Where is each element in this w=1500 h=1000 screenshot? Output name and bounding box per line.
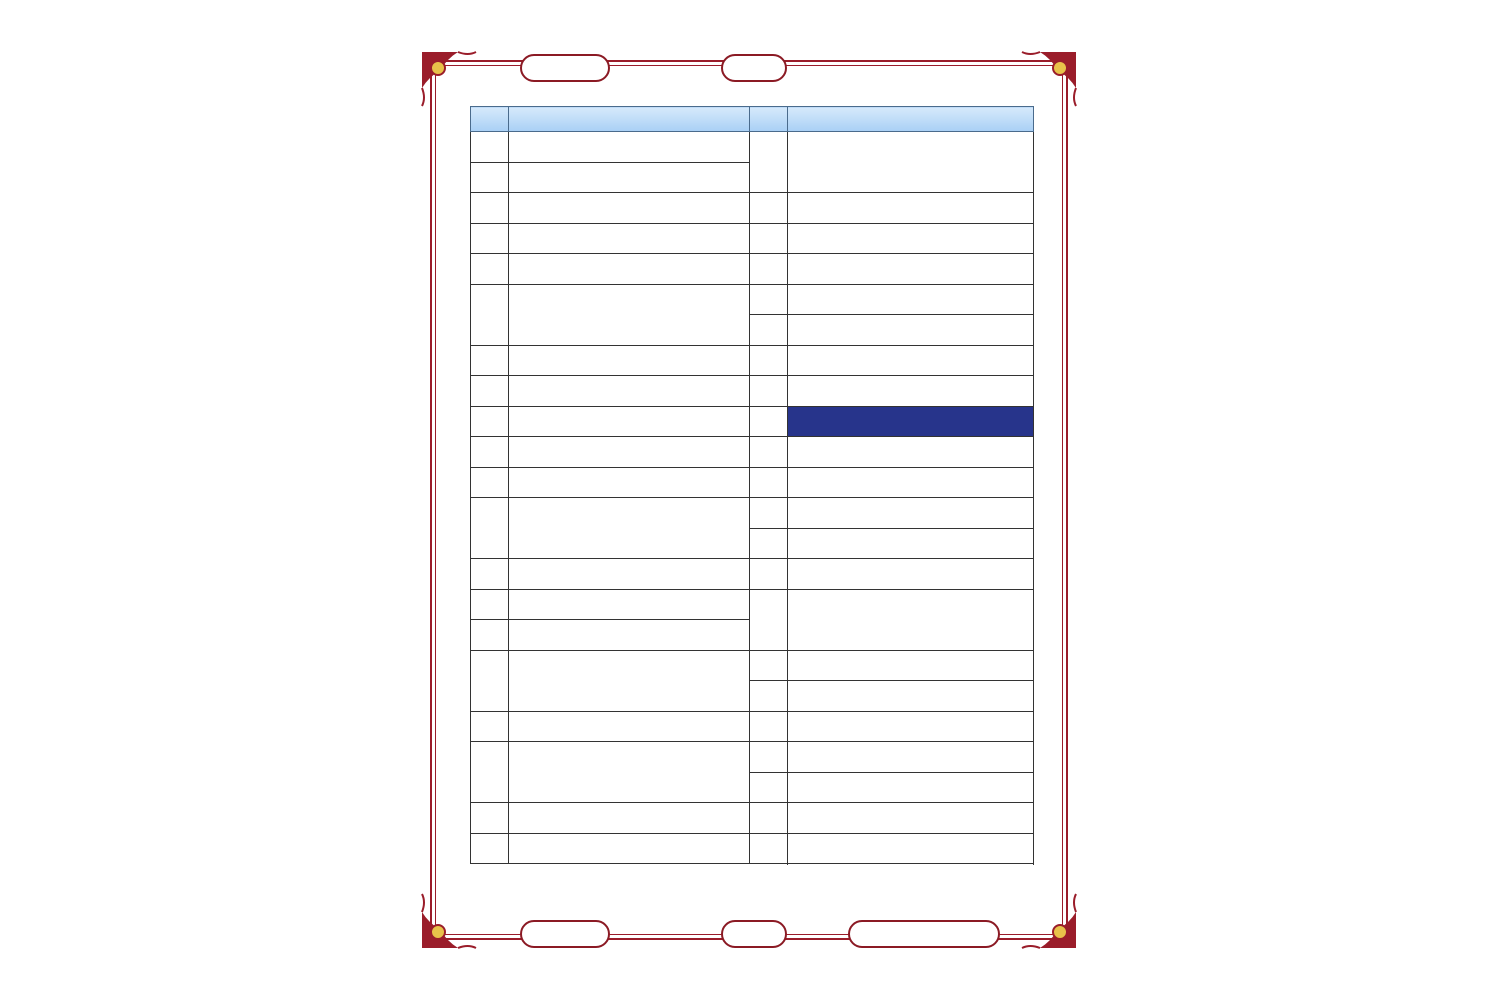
right-topic — [788, 376, 1034, 407]
left-page-number — [471, 742, 509, 803]
left-page-number — [471, 833, 509, 864]
toc-page — [418, 48, 1080, 952]
table-row — [471, 254, 1034, 285]
corner-ornament-icon — [1018, 48, 1080, 110]
left-page-number — [471, 559, 509, 590]
left-page-number — [471, 467, 509, 498]
left-page-number — [471, 406, 509, 437]
right-page-number — [750, 803, 788, 834]
left-page-number — [471, 162, 509, 193]
surah-heading — [788, 406, 1034, 437]
right-page-number — [750, 589, 788, 650]
right-page-number — [750, 467, 788, 498]
left-page-number — [471, 589, 509, 620]
page-number-top — [721, 54, 787, 82]
col-header-topic-left — [508, 107, 750, 132]
left-page-number — [471, 345, 509, 376]
table-row — [471, 498, 1034, 529]
left-page-number — [471, 620, 509, 651]
left-topic — [508, 254, 750, 285]
right-topic — [788, 437, 1034, 468]
left-topic — [508, 742, 750, 803]
left-page-number — [471, 803, 509, 834]
left-topic — [508, 589, 750, 620]
left-topic — [508, 406, 750, 437]
left-topic — [508, 467, 750, 498]
right-page-number — [750, 498, 788, 529]
left-topic — [508, 345, 750, 376]
right-page-number — [750, 254, 788, 285]
left-topic — [508, 223, 750, 254]
right-page-number — [750, 833, 788, 864]
right-page-number — [750, 681, 788, 712]
right-page-number — [750, 284, 788, 315]
left-page-number — [471, 376, 509, 407]
table-row — [471, 223, 1034, 254]
left-topic — [508, 559, 750, 590]
right-page-number — [750, 437, 788, 468]
table-row — [471, 711, 1034, 742]
right-page-number — [750, 711, 788, 742]
right-topic — [788, 589, 1034, 650]
book-title — [848, 920, 1000, 948]
volume-label — [520, 920, 610, 948]
left-page-number — [471, 284, 509, 345]
right-topic — [788, 803, 1034, 834]
right-page-number — [750, 223, 788, 254]
left-topic — [508, 162, 750, 193]
table-row — [471, 376, 1034, 407]
table-row — [471, 345, 1034, 376]
left-topic — [508, 376, 750, 407]
table-row — [471, 193, 1034, 224]
right-topic — [788, 833, 1034, 864]
right-topic — [788, 559, 1034, 590]
right-topic — [788, 650, 1034, 681]
left-page-number — [471, 437, 509, 468]
right-topic — [788, 772, 1034, 803]
right-topic — [788, 528, 1034, 559]
left-topic — [508, 193, 750, 224]
right-page-number — [750, 559, 788, 590]
left-page-number — [471, 223, 509, 254]
right-page-number — [750, 650, 788, 681]
right-page-number — [750, 772, 788, 803]
right-page-number — [750, 406, 788, 437]
right-topic — [788, 711, 1034, 742]
table-row — [471, 284, 1034, 315]
table-row — [471, 589, 1034, 620]
left-topic — [508, 650, 750, 711]
corner-ornament-icon — [418, 48, 480, 110]
table-row — [471, 803, 1034, 834]
col-header-topic-right — [788, 107, 1034, 132]
right-topic — [788, 223, 1034, 254]
col-header-page-left — [471, 107, 509, 132]
right-topic — [788, 681, 1034, 712]
right-topic — [788, 132, 1034, 193]
table-row — [471, 742, 1034, 773]
left-topic — [508, 711, 750, 742]
right-page-number — [750, 193, 788, 224]
left-page-number — [471, 132, 509, 163]
toc-table — [470, 106, 1034, 864]
right-page-number — [750, 132, 788, 193]
left-topic — [508, 437, 750, 468]
left-page-number — [471, 711, 509, 742]
right-page-number — [750, 345, 788, 376]
corner-ornament-icon — [418, 890, 480, 952]
table-row — [471, 650, 1034, 681]
right-page-number — [750, 376, 788, 407]
right-page-number — [750, 315, 788, 346]
right-topic — [788, 498, 1034, 529]
left-topic — [508, 284, 750, 345]
page-number-bottom — [721, 920, 787, 948]
col-header-page-right — [750, 107, 788, 132]
left-topic — [508, 803, 750, 834]
left-page-number — [471, 193, 509, 224]
right-topic — [788, 345, 1034, 376]
left-topic — [508, 498, 750, 559]
right-topic — [788, 467, 1034, 498]
table-row — [471, 132, 1034, 163]
right-topic — [788, 193, 1034, 224]
table-row — [471, 559, 1034, 590]
right-topic — [788, 315, 1034, 346]
right-topic — [788, 284, 1034, 315]
right-topic — [788, 742, 1034, 773]
right-page-number — [750, 742, 788, 773]
left-page-number — [471, 498, 509, 559]
table-row — [471, 467, 1034, 498]
section-title — [520, 54, 610, 82]
left-page-number — [471, 650, 509, 711]
table-row — [471, 437, 1034, 468]
table-row — [471, 406, 1034, 437]
left-topic — [508, 620, 750, 651]
corner-ornament-icon — [1018, 890, 1080, 952]
left-page-number — [471, 254, 509, 285]
left-topic — [508, 132, 750, 163]
left-topic — [508, 833, 750, 864]
right-page-number — [750, 528, 788, 559]
right-topic — [788, 254, 1034, 285]
